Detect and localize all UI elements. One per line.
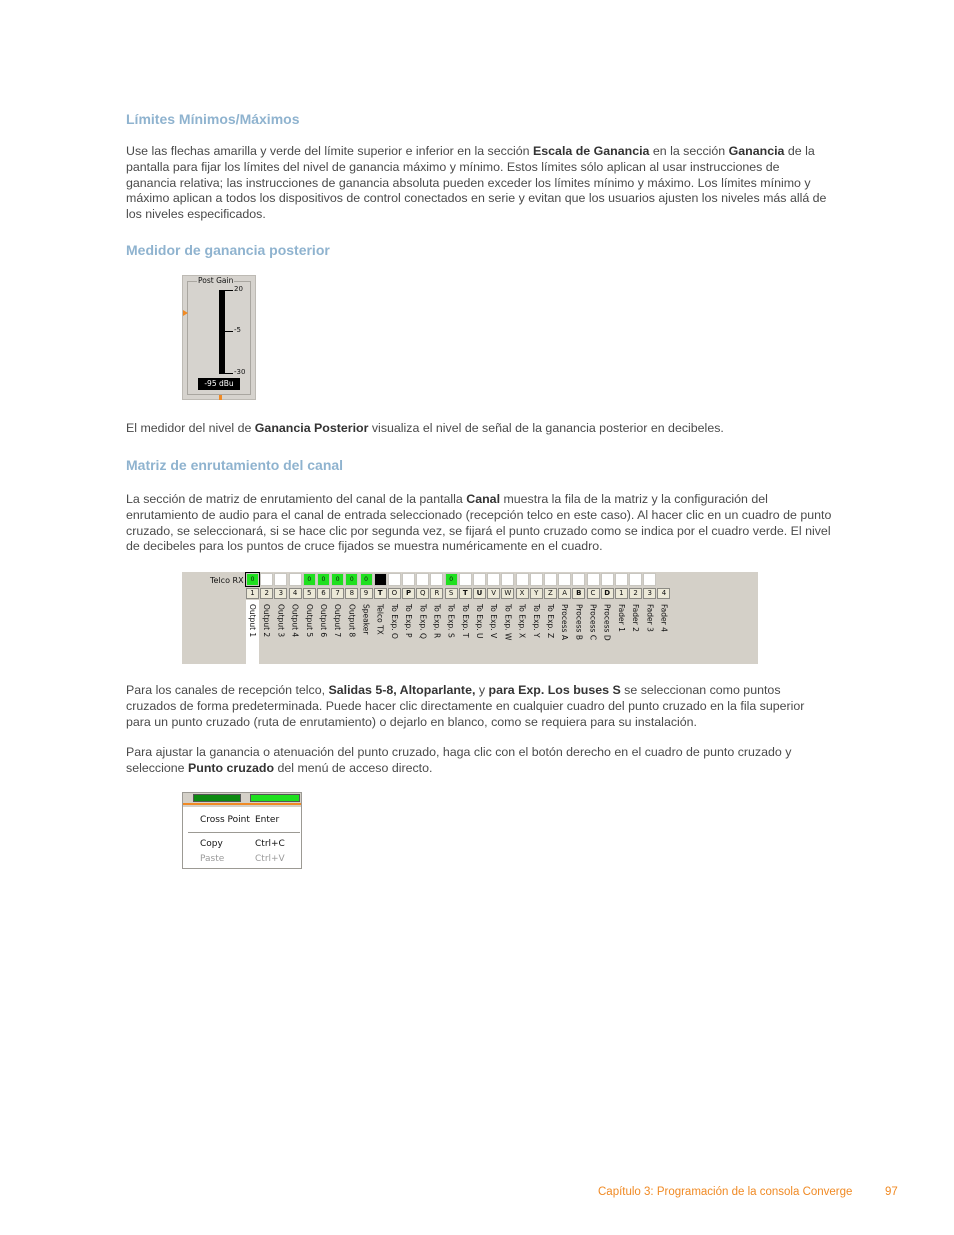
meter-tick bbox=[225, 373, 233, 374]
output-label-cell bbox=[516, 602, 530, 662]
crosspoint-cell[interactable] bbox=[629, 573, 642, 586]
output-button[interactable]: 6 bbox=[317, 588, 330, 599]
matrix-row-label: Telco RX bbox=[210, 576, 244, 585]
output-label: Process D bbox=[602, 604, 612, 641]
output-button[interactable]: S bbox=[445, 588, 458, 599]
crosspoint-cell[interactable]: 0 bbox=[331, 573, 344, 586]
min-limit-arrow-icon[interactable] bbox=[219, 395, 222, 400]
crosspoint-cell[interactable] bbox=[289, 573, 302, 586]
output-labels-row bbox=[246, 602, 672, 662]
output-label-cell bbox=[274, 602, 288, 662]
output-label: To Exp. Q bbox=[418, 604, 428, 639]
output-label: Output 6 bbox=[318, 604, 328, 638]
output-label: Output 4 bbox=[290, 604, 300, 638]
output-label-cell bbox=[629, 602, 643, 662]
crosspoint-cell[interactable] bbox=[487, 573, 500, 586]
output-label-cell bbox=[317, 602, 331, 662]
crosspoint-cell[interactable] bbox=[587, 573, 600, 586]
menu-item-paste: Paste bbox=[200, 854, 225, 864]
meter-tick-label: -5 bbox=[234, 326, 241, 334]
crosspoint-cell[interactable] bbox=[601, 573, 614, 586]
context-menu bbox=[182, 792, 302, 869]
crosspoint-cell[interactable] bbox=[544, 573, 557, 586]
max-limit-arrow-icon[interactable] bbox=[183, 310, 188, 316]
output-button[interactable]: 1 bbox=[615, 588, 628, 599]
output-button[interactable]: X bbox=[516, 588, 529, 599]
crosspoint-cell[interactable] bbox=[459, 573, 472, 586]
output-label: Output 8 bbox=[347, 604, 357, 638]
output-button[interactable]: 7 bbox=[331, 588, 344, 599]
output-label-cell bbox=[360, 602, 374, 662]
output-label: Output 5 bbox=[304, 604, 314, 638]
menu-shortcut: Ctrl+C bbox=[255, 839, 285, 849]
output-button[interactable]: A bbox=[558, 588, 571, 599]
output-button[interactable]: 8 bbox=[345, 588, 358, 599]
meter-tick-label: -30 bbox=[234, 368, 246, 376]
output-label: Process C bbox=[588, 604, 598, 641]
output-label-cell bbox=[374, 602, 388, 662]
output-label: Fader 1 bbox=[616, 604, 626, 632]
output-label: Output 3 bbox=[276, 604, 286, 638]
heading-post-gain-meter: Medidor de ganancia posterior bbox=[126, 242, 330, 258]
crosspoint-row bbox=[246, 573, 657, 586]
menu-separator bbox=[188, 832, 300, 833]
output-button[interactable]: 2 bbox=[260, 588, 273, 599]
crosspoint-set[interactable] bbox=[250, 794, 300, 802]
output-button[interactable]: O bbox=[388, 588, 401, 599]
output-label-cell bbox=[572, 602, 586, 662]
meter-tick bbox=[225, 290, 233, 291]
output-label-cell bbox=[331, 602, 345, 662]
crosspoint-cell[interactable] bbox=[530, 573, 543, 586]
menu-item-copy[interactable]: Copy bbox=[200, 839, 223, 849]
meter-bar bbox=[219, 290, 225, 374]
output-label: Speaker bbox=[361, 604, 371, 635]
output-label: To Exp. S bbox=[446, 604, 456, 638]
output-label: To Exp. V bbox=[489, 604, 499, 639]
output-button[interactable]: T bbox=[374, 588, 387, 599]
crosspoint-cell[interactable] bbox=[374, 573, 387, 586]
output-button[interactable]: T bbox=[459, 588, 472, 599]
crosspoint-cell[interactable] bbox=[516, 573, 529, 586]
output-button[interactable]: R bbox=[430, 588, 443, 599]
output-button[interactable]: P bbox=[402, 588, 415, 599]
output-label: To Exp. W bbox=[503, 604, 513, 641]
output-label-cell bbox=[643, 602, 657, 662]
output-buttons-row bbox=[246, 588, 672, 599]
output-button[interactable]: B bbox=[572, 588, 585, 599]
output-label: To Exp. X bbox=[517, 604, 527, 639]
output-button[interactable]: Q bbox=[416, 588, 429, 599]
output-button[interactable]: 4 bbox=[289, 588, 302, 599]
output-label-cell bbox=[501, 602, 515, 662]
output-label-cell bbox=[657, 602, 671, 662]
crosspoint-cell[interactable]: 0 bbox=[445, 573, 458, 586]
output-button[interactable]: 1 bbox=[246, 588, 259, 599]
paragraph-telco-defaults: Para los canales de recepción telco, Salidas 5-8, Altoparlante, y para Exp. Los buses S se seleccionan como puntos cruzados de forma predeterminada. Puede hacer clic directamente en cualquier cuadro del punto cruzado en la fila superior para un punto cruzado (ruta de enrutamiento) o dejarlo en blanco, como se requiera para su instalación. bbox=[126, 683, 805, 729]
crosspoint-cell[interactable]: 0 bbox=[303, 573, 316, 586]
output-button[interactable]: U bbox=[473, 588, 486, 599]
accent-line bbox=[183, 803, 302, 805]
crosspoint-cell[interactable] bbox=[473, 573, 486, 586]
channel-routing-matrix bbox=[182, 572, 758, 664]
output-button[interactable]: 2 bbox=[629, 588, 642, 599]
paragraph-crosspoint-gain: Para ajustar la ganancia o atenuación del punto cruzado, haga clic con el botón derecho en el cuadro de punto cruzado y seleccione Punto cruzado del menú de acceso directo. bbox=[126, 745, 792, 775]
output-label-cell bbox=[430, 602, 444, 662]
output-label-cell bbox=[544, 602, 558, 662]
meter-tick bbox=[225, 331, 233, 332]
output-label-cell bbox=[587, 602, 601, 662]
paragraph-routing-matrix: La sección de matriz de enrutamiento del canal de la pantalla Canal muestra la fila de la matriz y la configuración del enrutamiento de audio para el canal de entrada seleccionado (recepción telco en este caso). Al hacer clic en un cuadro de punto cruzado, se seleccionará, si se hace clic por segunda vez, se fijará el punto cruzado como se indica por el cuadro verde. El nivel de decibeles para los puntos de cruce fijados se muestra numéricamente en el cuadro. bbox=[126, 492, 832, 554]
menu-shortcut: Enter bbox=[255, 815, 280, 825]
output-label-cell bbox=[303, 602, 317, 662]
crosspoint-cell[interactable] bbox=[260, 573, 273, 586]
output-label: Process B bbox=[574, 604, 584, 640]
output-button[interactable]: Z bbox=[544, 588, 557, 599]
output-button[interactable]: 4 bbox=[657, 588, 670, 599]
crosspoint-cell[interactable] bbox=[402, 573, 415, 586]
output-label: Process A bbox=[560, 604, 570, 640]
footer-chapter: Capítulo 3: Programación de la consola Converge bbox=[598, 1186, 853, 1198]
output-button[interactable]: D bbox=[601, 588, 614, 599]
output-button[interactable]: 9 bbox=[360, 588, 373, 599]
crosspoint-cell[interactable] bbox=[501, 573, 514, 586]
paragraph-post-gain: El medidor del nivel de Ganancia Posterior visualiza el nivel de señal de la ganancia posterior en decibeles. bbox=[126, 421, 724, 435]
heading-min-max: Límites Mínimos/Máximos bbox=[126, 111, 300, 127]
output-label: To Exp. P bbox=[404, 604, 414, 638]
output-label: Output 7 bbox=[333, 604, 343, 638]
output-label-cell bbox=[601, 602, 615, 662]
output-label: Fader 4 bbox=[659, 604, 669, 632]
crosspoint-cell[interactable]: 0 bbox=[246, 573, 259, 586]
crosspoint-cell[interactable] bbox=[274, 573, 287, 586]
output-label: Output 1 bbox=[248, 604, 257, 638]
output-button[interactable]: W bbox=[501, 588, 514, 599]
output-button[interactable]: 5 bbox=[303, 588, 316, 599]
menu-item-cross-point[interactable]: Cross Point bbox=[200, 815, 250, 825]
output-label: To Exp. Z bbox=[545, 604, 555, 639]
menu-shortcut: Ctrl+V bbox=[255, 854, 285, 864]
output-label: To Exp. O bbox=[389, 604, 399, 639]
crosspoint-cell[interactable]: 0 bbox=[345, 573, 358, 586]
output-label: To Exp. T bbox=[460, 604, 470, 638]
crosspoint-cell[interactable] bbox=[558, 573, 571, 586]
meter-title: Post Gain bbox=[198, 276, 234, 285]
crosspoint-cell[interactable] bbox=[615, 573, 628, 586]
output-label-cell bbox=[345, 602, 359, 662]
crosspoint-cell[interactable] bbox=[643, 573, 656, 586]
crosspoint-cell[interactable] bbox=[430, 573, 443, 586]
output-button[interactable]: V bbox=[487, 588, 500, 599]
output-label-cell bbox=[473, 602, 487, 662]
output-label: To Exp. R bbox=[432, 604, 442, 639]
output-label: Telco TX bbox=[375, 604, 385, 635]
meter-readout: -95 dBu bbox=[198, 378, 240, 390]
output-label-cell bbox=[445, 602, 459, 662]
page-footer bbox=[598, 1186, 898, 1198]
output-label: Fader 3 bbox=[645, 604, 655, 632]
crosspoint-cell[interactable]: 0 bbox=[360, 573, 373, 586]
output-button[interactable]: 3 bbox=[643, 588, 656, 599]
crosspoint-cell[interactable] bbox=[416, 573, 429, 586]
output-label-cell bbox=[558, 602, 572, 662]
crosspoint-cell[interactable] bbox=[388, 573, 401, 586]
output-label: Output 2 bbox=[262, 604, 272, 638]
output-label-cell bbox=[402, 602, 416, 662]
output-label: To Exp. Y bbox=[531, 604, 541, 638]
output-label-cell bbox=[260, 602, 274, 662]
output-label-cell bbox=[416, 602, 430, 662]
page-number: 97 bbox=[885, 1186, 898, 1198]
output-label-cell bbox=[246, 602, 260, 662]
output-label-cell bbox=[388, 602, 402, 662]
output-label: To Exp. U bbox=[475, 604, 484, 639]
output-label-cell bbox=[459, 602, 473, 662]
crosspoint-cell[interactable] bbox=[572, 573, 585, 586]
paragraph-min-max: Use las flechas amarilla y verde del límite superior e inferior en la sección Escala de Ganancia en la sección Ganancia de la pantalla para fijar los límites del nivel de ganancia máximo y mínimo. Estos límites sólo aplican al usar instrucciones de ganancia relativa; las instrucciones de ganancia absoluta pueden exceder los límites mínimo y máximo. Los límites mínimo y máximo aplican a todos los dispositivos de control conectados en serie y evitan que los usuarios ajusten los niveles más allá de los niveles especificados. bbox=[126, 144, 827, 222]
crosspoint-set[interactable] bbox=[193, 794, 241, 802]
meter-tick-label: 20 bbox=[234, 285, 243, 293]
heading-routing-matrix: Matriz de enrutamiento del canal bbox=[126, 457, 344, 473]
output-label-cell bbox=[530, 602, 544, 662]
output-button[interactable]: Y bbox=[530, 588, 543, 599]
output-label-cell bbox=[289, 602, 303, 662]
output-label: Fader 2 bbox=[631, 604, 641, 632]
output-button[interactable]: C bbox=[587, 588, 600, 599]
post-gain-meter bbox=[182, 275, 256, 400]
output-button[interactable]: 3 bbox=[274, 588, 287, 599]
output-label-cell bbox=[487, 602, 501, 662]
crosspoint-cell[interactable]: 0 bbox=[317, 573, 330, 586]
output-label-cell bbox=[615, 602, 629, 662]
